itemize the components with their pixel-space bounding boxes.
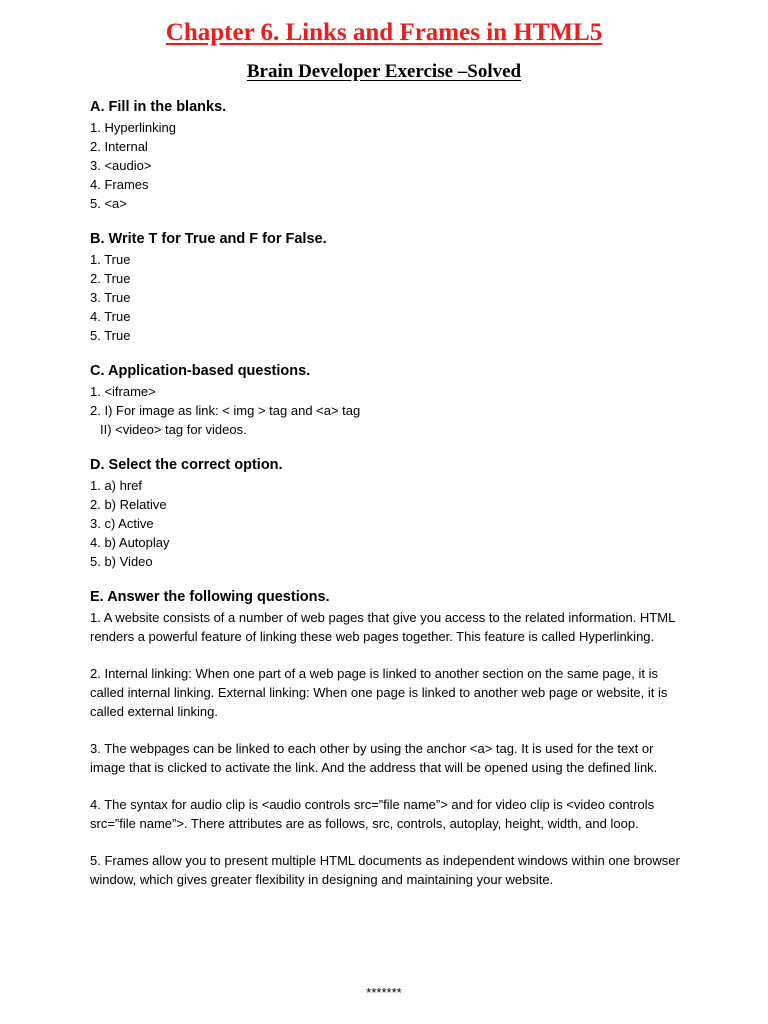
page-subtitle: Brain Developer Exercise –Solved: [246, 61, 522, 82]
answer-line: 2. b) Relative: [90, 497, 167, 512]
end-mark: *******: [366, 985, 402, 1000]
section-b: [90, 228, 690, 345]
answer-line: 2. I) For image as link: < img > tag and <a> tag: [90, 403, 361, 418]
answer-line: 4. Frames: [90, 177, 149, 192]
answer-line: 1. <iframe>: [90, 384, 156, 399]
section-heading: B. Write T for True and F for False.: [90, 231, 327, 247]
section-e: [90, 586, 690, 889]
section-heading: C. Application-based questions.: [90, 363, 311, 379]
answer-paragraph: 4. The syntax for audio clip is <audio controls src=”file name”> and for video clip is <video controls src=”file name”>. There attributes are as follows, src, controls, autoplay, height, width, and loop.: [90, 797, 655, 831]
section-a: [90, 96, 690, 213]
section-d: [90, 454, 690, 571]
answer-line: 1. Hyperlinking: [90, 120, 176, 135]
answer-line: 1. a) href: [90, 478, 143, 493]
answer-line: 5. <a>: [90, 196, 127, 211]
answer-line: 3. c) Active: [90, 516, 154, 531]
answer-line: 2. Internal: [90, 139, 148, 154]
answer-line: 5. True: [90, 328, 131, 343]
answer-line: 3. True: [90, 290, 131, 305]
answer-line: 2. True: [90, 271, 131, 286]
document-content: [90, 96, 690, 889]
section-c: [90, 360, 690, 439]
answer-paragraph: 5. Frames allow you to present multiple HTML documents as independent windows within one browser window, which gives greater flexibility in designing and maintaining your website.: [90, 853, 680, 887]
answer-line: 1. True: [90, 252, 131, 267]
answer-line: 4. True: [90, 309, 131, 324]
answer-paragraph: 1. A website consists of a number of web pages that give you access to the related information. HTML renders a powerful feature of linking these web pages together. This feature is called Hyperlinking.: [90, 610, 675, 644]
answer-paragraph: 2. Internal linking: When one part of a web page is linked to another section on the same page, it is called internal linking. External linking: When one page is linked to another web page or website, it is called external linking.: [90, 666, 668, 719]
answer-line: 5. b) Video: [90, 554, 153, 569]
section-heading: D. Select the correct option.: [90, 457, 283, 473]
answer-paragraph: 3. The webpages can be linked to each other by using the anchor <a> tag. It is used for the text or image that is clicked to activate the link. And the address that will be opened using the defined link.: [90, 741, 658, 775]
answer-line: 3. <audio>: [90, 158, 152, 173]
answer-line: 4. b) Autoplay: [90, 535, 170, 550]
section-heading: A. Fill in the blanks.: [90, 99, 227, 115]
answer-line: II) <video> tag for videos.: [100, 422, 247, 437]
page-title: Chapter 6. Links and Frames in HTML5: [165, 19, 603, 46]
section-heading: E. Answer the following questions.: [90, 589, 330, 605]
